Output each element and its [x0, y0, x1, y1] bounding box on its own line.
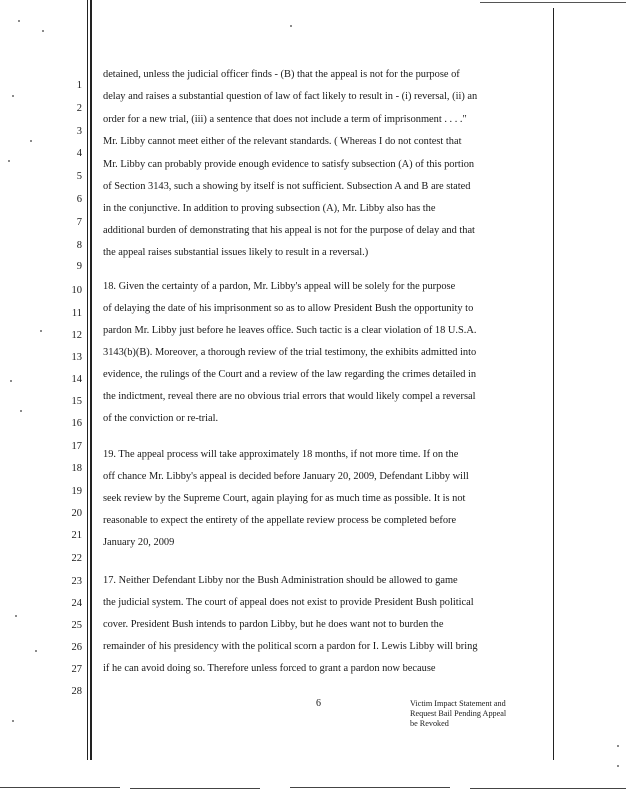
line-number: 9 [76, 261, 82, 272]
line-number: 25 [71, 620, 82, 631]
scan-speck [15, 615, 17, 617]
scan-speck [617, 745, 619, 747]
line-number: 16 [71, 418, 82, 429]
left-margin-rule-outer [87, 0, 88, 760]
line-number: 18 [71, 463, 82, 474]
body-line: in the conjunctive. In addition to proving subsection (A), Mr. Libby also has the [103, 203, 436, 214]
line-number: 28 [71, 686, 82, 697]
footer-caption-line: Victim Impact Statement and [410, 699, 506, 708]
bottom-scan-edge [290, 787, 450, 788]
scan-speck [290, 25, 292, 27]
line-number: 10 [71, 285, 82, 296]
line-number: 20 [71, 508, 82, 519]
line-number: 1 [76, 80, 82, 91]
body-line: of the conviction or re-trial. [103, 413, 219, 424]
line-number: 6 [76, 194, 82, 205]
body-line: the indictment, reveal there are no obvious trial errors that would likely compel a reversal [103, 391, 476, 402]
body-line: delay and raises a substantial question of law of fact likely to result in - (i) reversal, (ii) an [103, 91, 478, 102]
footer-caption-line: Request Bail Pending Appeal [410, 709, 507, 718]
line-number: 8 [76, 240, 82, 251]
scan-speck [10, 380, 12, 382]
body-line: cover. President Bush intends to pardon Libby, but he does want not to burden the [103, 619, 444, 630]
line-number: 24 [71, 598, 82, 609]
body-line: off chance Mr. Libby's appeal is decided before January 20, 2009, Defendant Libby will [103, 471, 469, 482]
top-edge-line [480, 2, 626, 3]
body-line: 19. The appeal process will take approximately 18 months, if not more time. If on the [103, 449, 459, 460]
line-number: 19 [71, 486, 82, 497]
body-line: of delaying the date of his imprisonment so as to allow President Bush the opportunity to [103, 303, 474, 314]
scan-speck [8, 160, 10, 162]
body-line: if he can avoid doing so. Therefore unless forced to grant a pardon now because [103, 663, 436, 674]
body-line: seek review by the Supreme Court, again playing for as much time as possible. It is not [103, 493, 466, 504]
scan-speck [617, 765, 619, 767]
body-line: additional burden of demonstrating that his appeal is not for the purpose of delay and that [103, 225, 475, 236]
scan-speck [20, 410, 22, 412]
scan-speck [18, 20, 20, 22]
body-line: remainder of his presidency with the political scorn a pardon for I. Lewis Libby will bring [103, 641, 478, 652]
line-number: 7 [76, 217, 82, 228]
body-line: the appeal raises substantial issues likely to result in a reversal.) [103, 247, 369, 258]
body-line: order for a new trial, (iii) a sentence that does not include a term of imprisonment . . . ." [103, 114, 467, 125]
scan-speck [40, 330, 42, 332]
left-margin-rule-inner [90, 0, 92, 760]
scan-speck [12, 720, 14, 722]
bottom-scan-edge [0, 787, 120, 788]
line-number: 23 [71, 576, 82, 587]
body-line: January 20, 2009 [103, 537, 175, 548]
scan-speck [30, 140, 32, 142]
body-line: Mr. Libby can probably provide enough evidence to satisfy subsection (A) of this portion [103, 159, 475, 170]
footer-caption-line: be Revoked [410, 719, 449, 728]
line-number: 3 [76, 126, 82, 137]
body-line: 3143(b)(B). Moreover, a thorough review of the trial testimony, the exhibits admitted into [103, 347, 477, 358]
body-line: 17. Neither Defendant Libby nor the Bush Administration should be allowed to game [103, 575, 458, 586]
body-line: 18. Given the certainty of a pardon, Mr. Libby's appeal will be solely for the purpose [103, 281, 456, 292]
line-number: 2 [76, 103, 82, 114]
body-line: pardon Mr. Libby just before he leaves office. Such tactic is a clear violation of 18 U.S.A. [103, 325, 477, 336]
line-number: 26 [71, 642, 82, 653]
line-number: 21 [71, 530, 82, 541]
bottom-scan-edge [470, 788, 626, 789]
body-line: detained, unless the judicial officer finds - (B) that the appeal is not for the purpose of [103, 69, 460, 80]
body-line: of Section 3143, such a showing by itself is not sufficient. Subsection A and B are stated [103, 181, 471, 192]
line-number: 4 [76, 148, 82, 159]
scan-speck [42, 30, 44, 32]
body-line: reasonable to expect the entirety of the appellate review process be completed before [103, 515, 457, 526]
line-number: 14 [71, 374, 82, 385]
scan-speck [12, 95, 14, 97]
line-number: 17 [71, 441, 82, 452]
right-margin-rule [553, 8, 554, 760]
body-line: Mr. Libby cannot meet either of the relevant standards. ( Whereas I do not contest that [103, 136, 462, 147]
line-number: 5 [76, 171, 82, 182]
bottom-scan-edge [130, 788, 260, 789]
page-number: 6 [316, 698, 321, 709]
line-number: 13 [71, 352, 82, 363]
body-line: evidence, the rulings of the Court and a review of the law regarding the crimes detailed in [103, 369, 477, 380]
line-number: 12 [71, 330, 82, 341]
line-number: 27 [71, 664, 82, 675]
line-number: 22 [71, 553, 82, 564]
body-line: the judicial system. The court of appeal does not exist to provide President Bush political [103, 597, 474, 608]
line-number: 15 [71, 396, 82, 407]
scan-speck [35, 650, 37, 652]
line-number: 11 [71, 308, 82, 319]
footer-caption [410, 699, 540, 729]
